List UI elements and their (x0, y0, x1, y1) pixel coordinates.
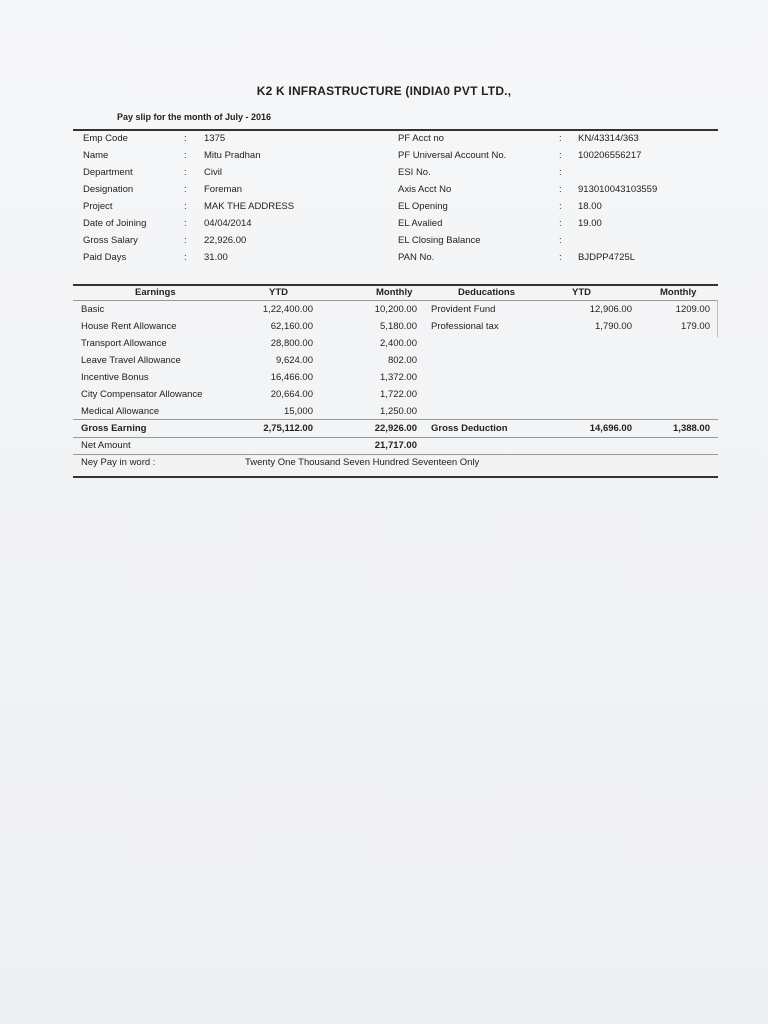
info-value: Civil (204, 167, 222, 178)
colon: : (184, 252, 187, 263)
table-row (73, 336, 718, 353)
gross-earning-ytd: 2,75,112.00 (263, 423, 313, 434)
colon: : (559, 235, 562, 246)
gross-earning-monthly: 22,926.00 (374, 423, 417, 434)
earning-monthly: 2,400.00 (380, 338, 417, 349)
colon: : (184, 218, 187, 229)
info-value: BJDPP4725L (578, 252, 636, 263)
header-ded-ytd: YTD (572, 287, 591, 298)
colon: : (184, 133, 187, 144)
gross-deduction-ytd: 14,696.00 (589, 423, 632, 434)
colon: : (559, 150, 562, 161)
info-value: 18.00 (578, 201, 602, 212)
info-label: Project (83, 201, 113, 212)
colon: : (184, 150, 187, 161)
deduction-ytd: 12,906.00 (589, 304, 632, 315)
header-monthly: Monthly (376, 287, 413, 298)
table-row (73, 387, 718, 404)
info-label: Emp Code (83, 133, 128, 144)
earning-monthly: 5,180.00 (380, 321, 417, 332)
table-row (73, 353, 718, 370)
table-row (73, 319, 718, 336)
info-label: EL Closing Balance (398, 235, 481, 246)
net-pay-words-label: Ney Pay in word : (81, 457, 156, 468)
info-label: Name (83, 150, 109, 161)
info-label: PF Universal Account No. (398, 150, 507, 161)
info-value: Foreman (204, 184, 243, 195)
earning-name: Leave Travel Allowance (81, 355, 181, 366)
table-header (73, 285, 718, 302)
earning-name: Transport Allowance (81, 338, 167, 349)
info-label: EL Avalied (398, 218, 443, 229)
info-label: Gross Salary (83, 235, 138, 246)
earning-monthly: 1,250.00 (380, 406, 417, 417)
info-value: 04/04/2014 (204, 218, 252, 229)
info-label: Department (83, 167, 133, 178)
header-ded-monthly: Monthly (660, 287, 697, 298)
earning-name: Incentive Bonus (81, 372, 149, 383)
info-row (83, 199, 723, 216)
bottom-rule (73, 476, 718, 478)
info-value: Mitu Pradhan (204, 150, 261, 161)
company-name: K2 K INFRASTRUCTURE (INDIA0 PVT LTD., (256, 84, 512, 98)
earning-ytd: 16,466.00 (270, 372, 313, 383)
colon: : (559, 218, 562, 229)
info-label: Date of Joining (83, 218, 147, 229)
info-value: 22,926.00 (204, 235, 247, 246)
earning-monthly: 1,372.00 (380, 372, 417, 383)
deduction-ytd: 1,790.00 (595, 321, 632, 332)
gross-earning-label: Gross Earning (81, 423, 147, 434)
colon: : (559, 167, 562, 178)
pay-table (73, 285, 718, 472)
totals-row (73, 421, 718, 438)
info-label: Paid Days (83, 252, 127, 263)
deduction-name: Professional tax (431, 321, 499, 332)
gross-deduction-monthly: 1,388.00 (673, 423, 710, 434)
earning-name: Basic (81, 304, 105, 315)
earning-ytd: 1,22,400.00 (262, 304, 313, 315)
earning-ytd: 9,624.00 (276, 355, 313, 366)
info-value: 31.00 (204, 252, 228, 263)
info-row (83, 165, 723, 182)
info-value: 19.00 (578, 218, 602, 229)
info-value: MAK THE ADDRESS (204, 201, 295, 212)
pay-period: Pay slip for the month of July - 2016 (117, 112, 272, 122)
earning-ytd: 28,800.00 (270, 338, 313, 349)
earning-name: House Rent Allowance (81, 321, 177, 332)
header-deductions: Deducations (458, 287, 516, 298)
info-label: Axis Acct No (398, 184, 452, 195)
info-value: 913010043103559 (578, 184, 658, 195)
earning-ytd: 62,160.00 (270, 321, 313, 332)
deduction-name: Provident Fund (431, 304, 496, 315)
info-label: Designation (83, 184, 134, 195)
net-amount-label: Net Amount (81, 440, 131, 451)
colon: : (184, 235, 187, 246)
words-row (73, 455, 718, 472)
earning-name: Medical Allowance (81, 406, 160, 417)
employee-info (83, 131, 723, 267)
deduction-monthly: 179.00 (680, 321, 710, 332)
info-row (83, 131, 723, 148)
earning-monthly: 1,722.00 (380, 389, 417, 400)
earning-ytd: 15,000 (283, 406, 313, 417)
info-value: KN/43314/363 (578, 133, 639, 144)
colon: : (184, 184, 187, 195)
info-row (83, 216, 723, 233)
table-row (73, 370, 718, 387)
earning-monthly: 10,200.00 (374, 304, 417, 315)
earning-name: City Compensator Allowance (81, 389, 203, 400)
colon: : (184, 167, 187, 178)
info-row (83, 148, 723, 165)
table-row (73, 404, 718, 421)
info-row (83, 233, 723, 250)
net-row (73, 438, 718, 455)
info-label: EL Opening (398, 201, 448, 212)
header-earnings: Earnings (135, 287, 176, 298)
info-row (83, 250, 723, 267)
earning-ytd: 20,664.00 (270, 389, 313, 400)
colon: : (559, 133, 562, 144)
info-value: 1375 (204, 133, 226, 144)
info-label: PAN No. (398, 252, 435, 263)
info-label: PF Acct no (398, 133, 444, 144)
colon: : (559, 184, 562, 195)
colon: : (559, 201, 562, 212)
table-row (73, 302, 718, 319)
info-row (83, 182, 723, 199)
net-amount-value: 21,717.00 (374, 440, 417, 451)
info-value: 100206556217 (578, 150, 642, 161)
header-ytd: YTD (269, 287, 288, 298)
deduction-monthly: 1209.00 (675, 304, 710, 315)
earning-monthly: 802.00 (387, 355, 417, 366)
gross-deduction-label: Gross Deduction (431, 423, 508, 434)
info-label: ESI No. (398, 167, 431, 178)
colon: : (184, 201, 187, 212)
colon: : (559, 252, 562, 263)
net-pay-words-value: Twenty One Thousand Seven Hundred Seventeen Only (245, 457, 480, 468)
